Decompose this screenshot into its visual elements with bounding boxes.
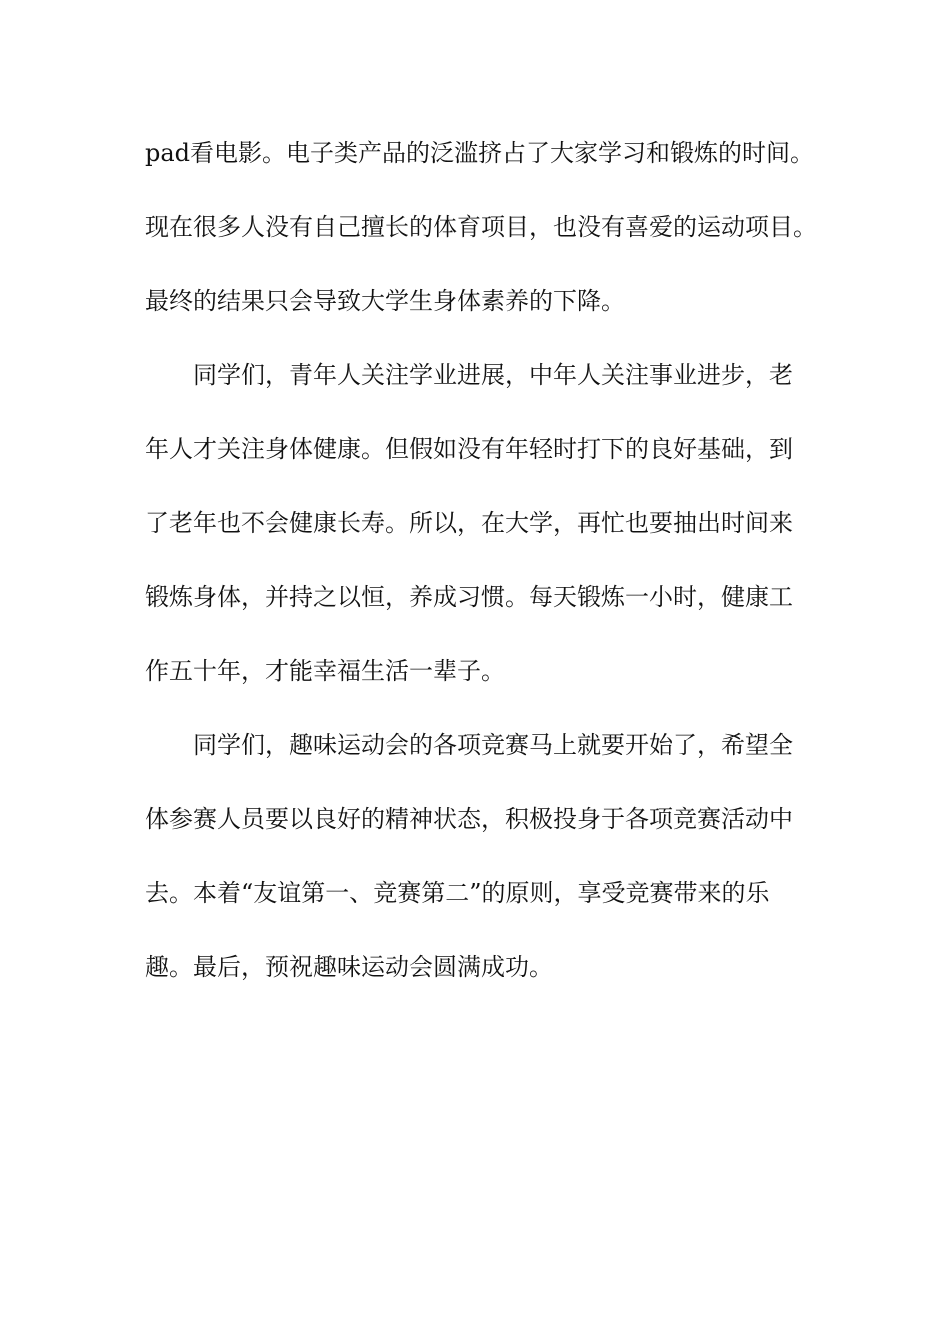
text-line: pad看电影。电子类产品的泛滥挤占了大家学习和锻炼的时间。 <box>145 139 815 167</box>
text-line: 锻炼身体，并持之以恒，养成习惯。每天锻炼一小时，健康工 <box>145 583 793 611</box>
text-line: 作五十年，才能幸福生活一辈子。 <box>145 657 505 685</box>
document-body <box>145 130 815 1018</box>
paragraph-start-line: 同学们，趣味运动会的各项竞赛马上就要开始了，希望全 <box>193 731 793 759</box>
text-line: 现在很多人没有自己擅长的体育项目，也没有喜爱的运动项目。 <box>145 213 817 241</box>
paragraph-start-line: 同学们，青年人关注学业进展，中年人关注事业进步，老 <box>193 361 793 389</box>
text-line: 年人才关注身体健康。但假如没有年轻时打下的良好基础，到 <box>145 435 793 463</box>
text-line: 趣。最后，预祝趣味运动会圆满成功。 <box>145 953 553 981</box>
text-line: 去。本着“友谊第一、竞赛第二”的原则，享受竞赛带来的乐 <box>145 879 770 907</box>
text-line: 体参赛人员要以良好的精神状态，积极投身于各项竞赛活动中 <box>145 805 793 833</box>
text-line: 最终的结果只会导致大学生身体素养的下降。 <box>145 287 625 315</box>
text-line: 了老年也不会健康长寿。所以，在大学，再忙也要抽出时间来 <box>145 509 793 537</box>
